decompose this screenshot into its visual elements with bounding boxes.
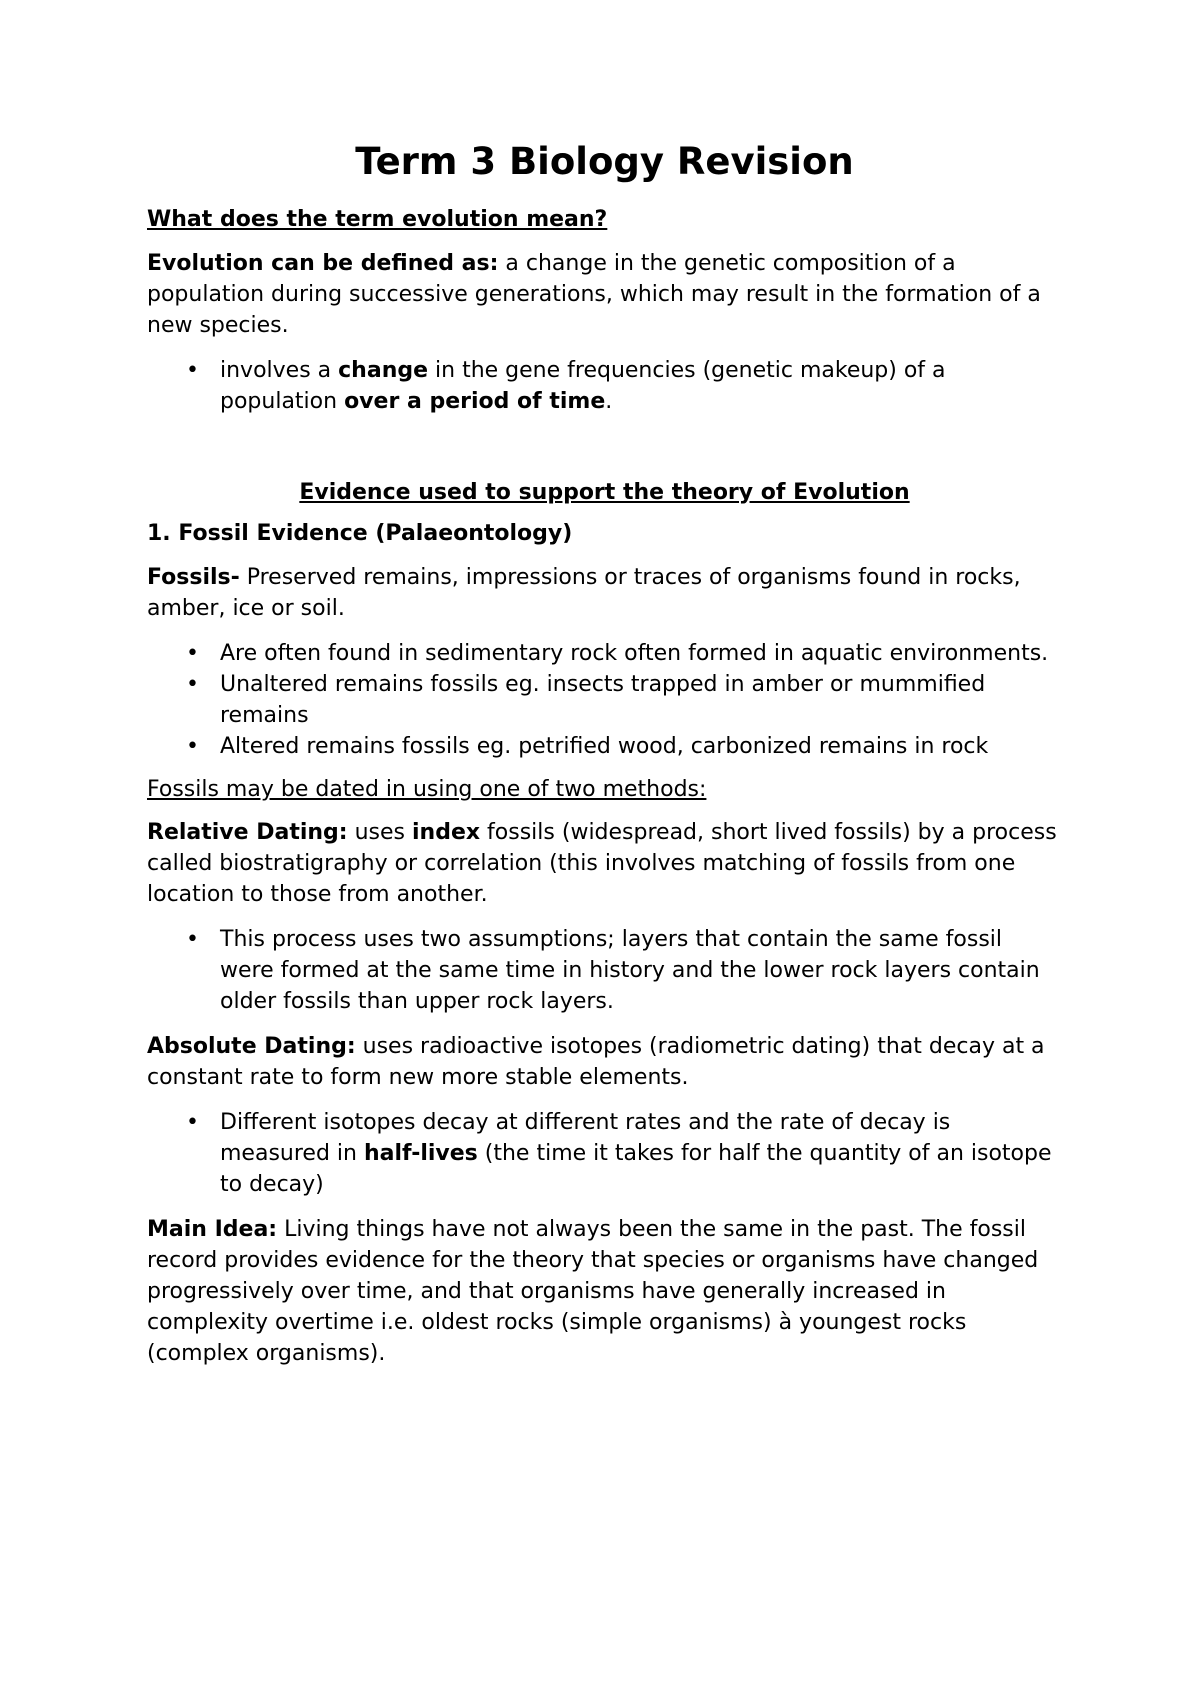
bullet-text: Altered remains fossils eg. petrified wood, carbonized remains in rock <box>220 733 989 759</box>
list-item <box>186 1107 1062 1200</box>
fossil-evidence-heading: 1. Fossil Evidence (Palaeontology) <box>147 521 573 547</box>
bullet-text: Different isotopes decay at different rates and the rate of decay is measured in <box>220 1110 951 1167</box>
absolute-dating-label: Absolute Dating: <box>147 1034 356 1060</box>
dating-methods-heading: Fossils may be dated in using one of two methods: <box>147 776 707 802</box>
evolution-definition <box>147 248 1062 341</box>
bullet-bold-text: change <box>338 357 429 383</box>
bullet-bold-text: over a period of time <box>344 388 606 414</box>
bullet-text: . <box>605 388 613 414</box>
section-spacer <box>147 431 1062 479</box>
main-idea-label: Main Idea: <box>147 1217 278 1243</box>
paragraph-text: fossils (widespread, short lived fossils) by a process called biostratigraphy or correlation (this involves matching of fossils from one location to those from another. <box>147 820 1057 908</box>
absolute-dating-paragraph <box>147 1031 1062 1093</box>
paragraph-text: uses <box>347 820 412 846</box>
bullet-icon: • <box>186 1110 199 1136</box>
bullet-text: in the gene frequencies (genetic makeup) of a population <box>220 357 946 414</box>
paragraph-text: Living things have not always been the same in the past. The fossil record provides evidence for the theory that species or organisms have changed progressively over time, and that organisms have generally increased in complexity overtime i.e. oldest rocks (simple organisms) à youngest rocks (complex organisms). <box>147 1217 1039 1367</box>
relative-dating-paragraph <box>147 817 1062 910</box>
bullet-text: involves a <box>220 357 339 383</box>
bullet-text: (the time it takes for half the quantity of an isotope to decay) <box>220 1141 1052 1198</box>
absolute-dating-bullet-list <box>147 1107 1062 1200</box>
fossils-label: Fossils- <box>147 564 240 590</box>
relative-dating-label: Relative Dating: <box>147 820 348 846</box>
definition-label: Evolution can be defined as: <box>147 250 499 276</box>
bullet-icon: • <box>186 640 199 666</box>
document-page <box>147 140 1062 1383</box>
fossil-bullet-list <box>147 638 1062 762</box>
bullet-bold-text: half-lives <box>363 1141 478 1167</box>
bullet-icon: • <box>186 357 199 383</box>
page-title: Term 3 Biology Revision <box>355 140 854 183</box>
bullet-text: Unaltered remains fossils eg. insects trapped in amber or mummified remains <box>220 671 986 728</box>
relative-dating-bullet-list <box>147 924 1062 1017</box>
paragraph-text: uses radioactive isotopes (radiometric dating) that decay at a constant rate to form new more stable elements. <box>147 1034 1045 1091</box>
evidence-heading: Evidence used to support the theory of Evolution <box>299 479 910 505</box>
question-heading: What does the term evolution mean? <box>147 207 608 233</box>
list-item <box>186 355 1062 417</box>
main-idea-paragraph <box>147 1214 1062 1369</box>
definition-text: a change in the genetic composition of a population during successive generations, which may result in the formation of a new species. <box>147 250 1041 338</box>
list-item <box>186 924 1062 1017</box>
evolution-bullet-list <box>147 355 1062 417</box>
paragraph-bold-text: index <box>412 820 481 846</box>
bullet-icon: • <box>186 927 199 953</box>
list-item <box>186 731 1062 762</box>
bullet-text: Are often found in sedimentary rock often formed in aquatic environments. <box>220 640 1049 666</box>
fossils-definition <box>147 562 1062 624</box>
bullet-icon: • <box>186 733 199 759</box>
fossils-text: Preserved remains, impressions or traces of organisms found in rocks, amber, ice or soil. <box>147 564 1021 621</box>
list-item <box>186 638 1062 669</box>
bullet-text: This process uses two assumptions; layers that contain the same fossil were formed at the same time in history and the lower rock layers contain older fossils than upper rock layers. <box>220 927 1040 1015</box>
list-item <box>186 669 1062 731</box>
bullet-icon: • <box>186 671 199 697</box>
